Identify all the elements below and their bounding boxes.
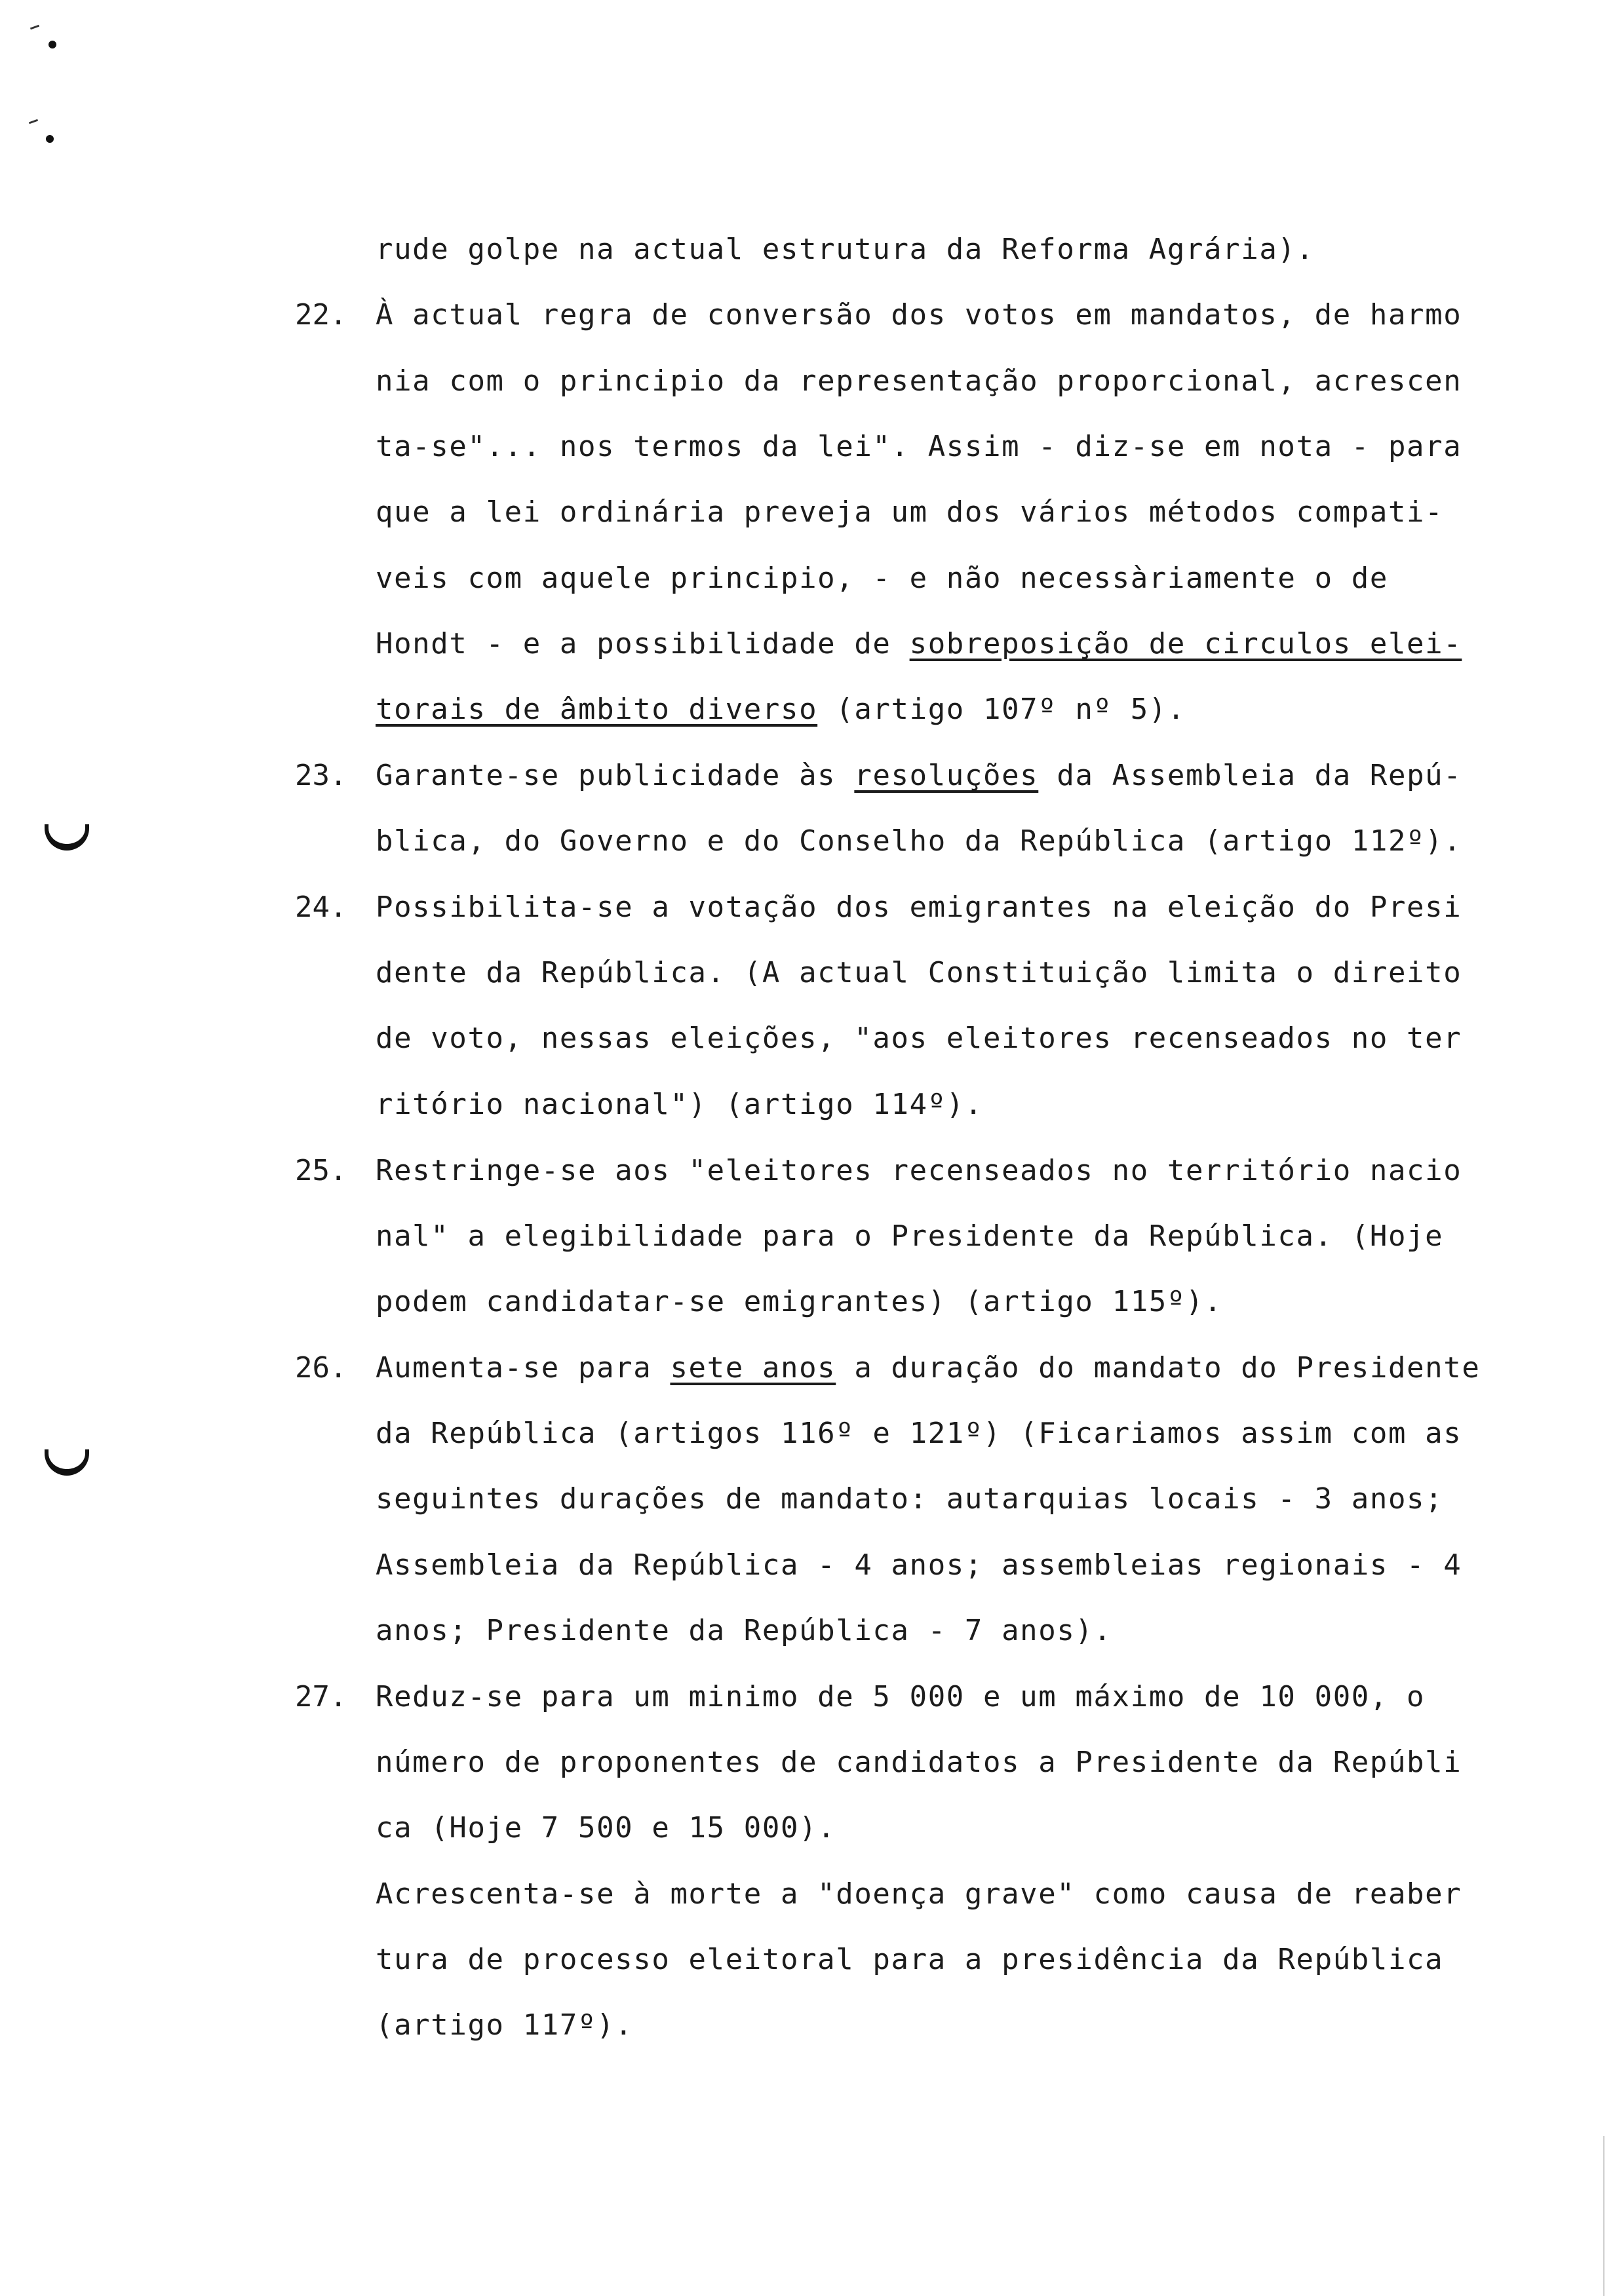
text-line: anos; Presidente da República - 7 anos). (376, 1614, 1112, 1647)
scan-speck (29, 119, 38, 124)
item-number: 22. (295, 298, 347, 332)
text-line: rude golpe na actual estrutura da Reforma Agrária). (376, 233, 1315, 266)
text-line: dente da República. (A actual Constituição limita o direito (376, 956, 1462, 989)
item-number: 26. (295, 1351, 347, 1385)
text-line: Reduz-se para um minimo de 5 000 e um máximo de 10 000, o (376, 1680, 1426, 1713)
scan-speck (46, 135, 54, 143)
underlined-phrase: torais de âmbito diverso (376, 693, 818, 726)
text-line: blica, do Governo e do Conselho da República (artigo 112º). (376, 824, 1462, 858)
text-line: Hondt - e a possibilidade de sobreposição de circulos elei- (376, 627, 1462, 660)
item-number: 27. (295, 1680, 347, 1713)
item-number: 25. (295, 1154, 347, 1187)
text-line: nia com o principio da representação proporcional, acrescen (376, 364, 1462, 398)
text-line: número de proponentes de candidatos a Presidente da Repúbli (376, 1746, 1462, 1779)
text-line: nal" a elegibilidade para o Presidente da República. (Hoje (376, 1219, 1444, 1253)
text-line: Acrescenta-se à morte a "doença grave" como causa de reaber (376, 1877, 1462, 1911)
text-line: (artigo 117º). (376, 2008, 634, 2042)
text-line: À actual regra de conversão dos votos em mandatos, de harmo (376, 298, 1462, 332)
underlined-phrase: sete anos (670, 1351, 836, 1385)
text-line: seguintes durações de mandato: autarquias locais - 3 anos; (376, 1482, 1444, 1516)
text-line: de voto, nessas eleições, "aos eleitores recenseados no ter (376, 1022, 1462, 1055)
page-edge-line (1603, 2136, 1605, 2296)
scan-speck (49, 41, 56, 48)
text-line: ritório nacional") (artigo 114º). (376, 1088, 983, 1121)
item-number: 24. (295, 890, 347, 924)
text-line: podem candidatar-se emigrantes) (artigo 115º). (376, 1285, 1223, 1318)
text-line: Restringe-se aos "eleitores recenseados no território nacio (376, 1154, 1462, 1187)
text-line: torais de âmbito diverso (artigo 107º nº 5). (376, 693, 1186, 726)
text-line: Assembleia da República - 4 anos; assembleias regionais - 4 (376, 1548, 1462, 1582)
text-line: que a lei ordinária preveja um dos vários métodos compati- (376, 495, 1444, 529)
text-line: ca (Hoje 7 500 e 15 000). (376, 1811, 836, 1845)
text-line: veis com aquele principio, - e não necessàriamente o de (376, 562, 1388, 595)
text-line: Possibilita-se a votação dos emigrantes na eleição do Presi (376, 890, 1462, 924)
text-line: Aumenta-se para sete anos a duração do mandato do Presidente (376, 1351, 1481, 1385)
text-line: ta-se"... nos termos da lei". Assim - diz-se em nota - para (376, 430, 1462, 463)
text-line: tura de processo eleitoral para a presidência da República (376, 1943, 1444, 1976)
scan-speck (30, 25, 39, 30)
punch-hole-mark (45, 1449, 89, 1476)
text-line: da República (artigos 116º e 121º) (Ficariamos assim com as (376, 1417, 1462, 1450)
text-line: Garante-se publicidade às resoluções da Assembleia da Repú- (376, 759, 1462, 792)
underlined-phrase: resoluções (854, 759, 1039, 792)
underlined-phrase: sobreposição de circulos elei- (909, 627, 1462, 660)
punch-hole-mark (45, 824, 89, 851)
item-number: 23. (295, 759, 347, 792)
